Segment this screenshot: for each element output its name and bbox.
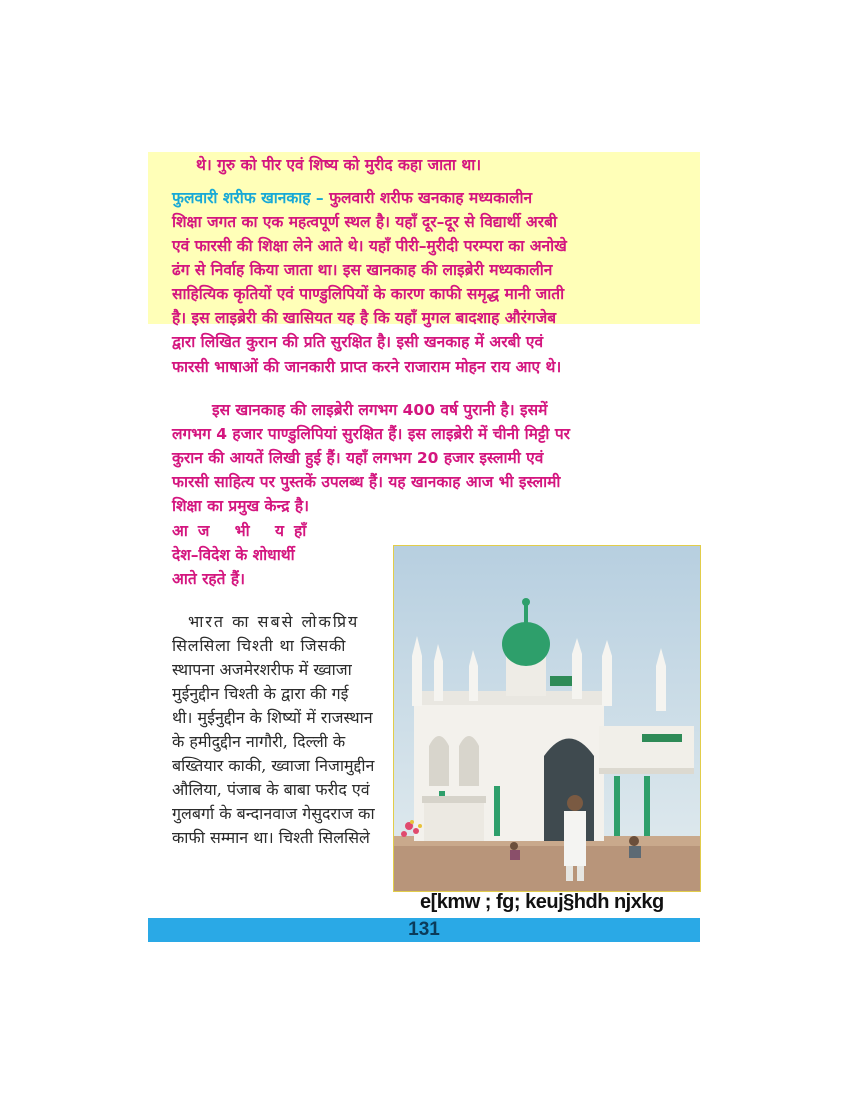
dargah-illustration xyxy=(394,546,700,891)
para2-line3: कुरान की आयतें लिखी हुई हैं। यहाँ लगभग 20 हजार इस्लामी एवं xyxy=(172,449,544,467)
para1-line4: एवं फारसी की शिक्षा लेने आते थे। यहाँ पीरी–मुरीदी परम्परा का अनोखे xyxy=(172,237,567,255)
photo-caption: e[kmw ; fg; keuj§hdh njxkg xyxy=(420,891,664,913)
para3-line2: सिलसिला चिश्ती था जिसकी xyxy=(172,636,347,655)
para3-line8: औलिया, पंजाब के बाबा फरीद एवं xyxy=(172,780,370,799)
para2-line5: शिक्षा का प्रमुख केन्द्र है। xyxy=(172,497,309,515)
para3-line3: स्थापना अजमेरशरीफ में ख्वाजा xyxy=(172,660,352,679)
dargah-photo xyxy=(393,545,701,892)
para2-line2: लगभग 4 हजार पाण्डुलिपियां सुरक्षित हैं। इस लाइब्रेरी में चीनी मिट्टी पर xyxy=(172,425,570,443)
para3-line10: काफी सम्मान था। चिश्ती सिलसिले xyxy=(172,828,370,847)
para1-line5: ढंग से निर्वाह किया जाता था। इस खानकाह की लाइब्रेरी मध्यकालीन xyxy=(172,261,553,279)
page-number: 131 xyxy=(408,919,440,940)
section-heading: फुलवारी शरीफ खानकाह – xyxy=(172,189,324,207)
para1-line2-rest: फुलवारी शरीफ खनकाह मध्यकालीन xyxy=(323,189,533,207)
para3-line4: मुईनुद्दीन चिश्ती के द्वारा की गई xyxy=(172,684,349,703)
para3-line7: बख्तियार काकी, ख्वाजा निजामुद्दीन xyxy=(172,756,375,775)
para1-line2 xyxy=(172,186,532,208)
para2-line6: आज भी यहाँ xyxy=(172,522,317,540)
para3-line5: थी। मुईनुद्दीन के शिष्यों में राजस्थान xyxy=(172,708,373,727)
para1-line6: साहित्यिक कृतियों एवं पाण्डुलिपियों के कारण काफी समृद्ध मानी जाती xyxy=(172,285,565,303)
para1-line3: शिक्षा जगत का एक महत्वपूर्ण स्थल है। यहाँ दूर–दूर से विद्यार्थी अरबी xyxy=(172,213,557,231)
para2-line1: इस खानकाह की लाइब्रेरी लगभग 400 वर्ष पुरानी है। इसमें xyxy=(212,401,548,419)
para1-line7: है। इस लाइब्रेरी की खासियत यह है कि यहाँ मुगल बादशाह औरंगजेब xyxy=(172,309,557,327)
para2-line7: देश–विदेश के शोधार्थी xyxy=(172,546,295,564)
para2-line4: फारसी साहित्य पर पुस्तकें उपलब्ध हैं। यह खानकाह आज भी इस्लामी xyxy=(172,473,561,491)
para1-line8: द्वारा लिखित कुरान की प्रति सुरक्षित है। इसी खनकाह में अरबी एवं xyxy=(172,333,544,351)
para3-line6: के हमीदुद्दीन नागौरी, दिल्ली के xyxy=(172,732,346,751)
footer-bar xyxy=(148,918,700,942)
para3-line1: भारत का सबसे लोकप्रिय xyxy=(188,612,360,631)
para3-line9: गुलबर्गा के बन्दानवाज गेसुदराज का xyxy=(172,804,375,823)
para1-line9: फारसी भाषाओं की जानकारी प्राप्त करने राजाराम मोहन राय आए थे। xyxy=(172,358,562,376)
para2-line8: आते रहते हैं। xyxy=(172,570,245,588)
para1-line1: थे। गुरु को पीर एवं शिष्य को मुरीद कहा जाता था। xyxy=(196,156,482,174)
